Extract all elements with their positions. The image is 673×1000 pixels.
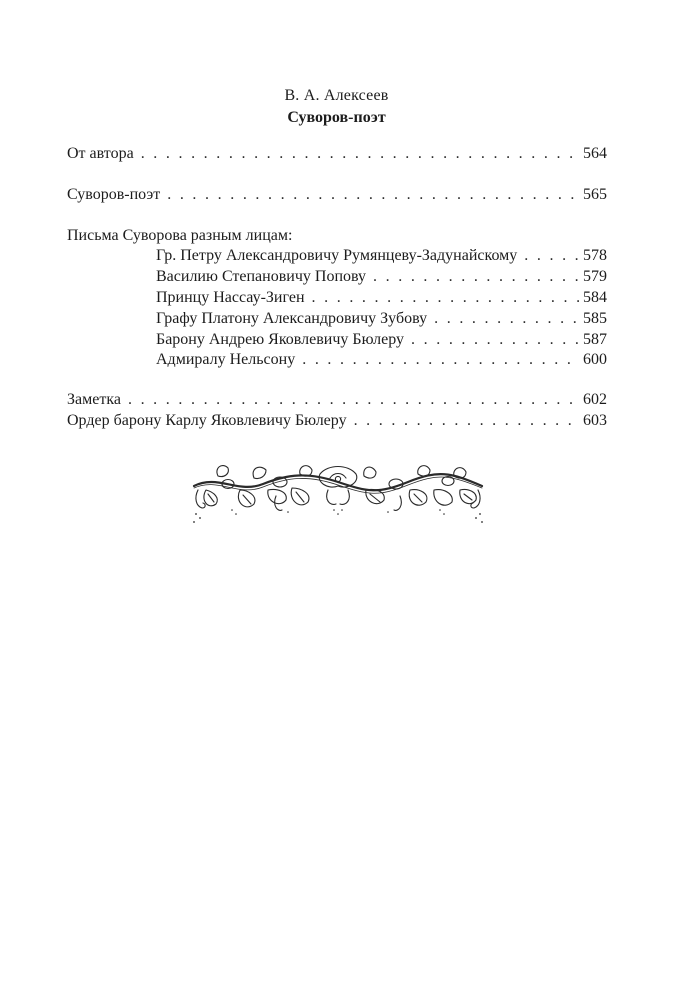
toc-entry-letter[interactable] [67, 330, 607, 351]
toc-page-number: 603 [583, 411, 607, 429]
toc-page-number: 579 [583, 268, 607, 286]
toc-entry-label: Барону Андрею Яковлевичу Бюлеру [156, 330, 405, 348]
toc-page-number: 602 [583, 391, 607, 409]
vine-ornament-icon [188, 460, 488, 528]
author-name: В. А. Алексеев [284, 87, 389, 104]
toc-entry-label: Ордер барону Карлу Яковлевичу Бюлеру [67, 411, 347, 429]
letters-heading: Письма Суворова разным лицам: [67, 226, 293, 244]
table-of-contents [67, 144, 607, 432]
section-header [0, 86, 673, 128]
toc-page-number: 584 [583, 288, 607, 306]
toc-entry-label: Принцу Нассау-Зиген [156, 288, 305, 306]
toc-page-number: 600 [583, 351, 607, 369]
toc-entry-letter[interactable] [67, 267, 607, 288]
toc-entry-label: Суворов-поэт [67, 185, 161, 203]
toc-entry-letter[interactable] [67, 350, 607, 371]
section-title: Суворов-поэт [287, 109, 386, 126]
toc-page-number: 564 [583, 145, 607, 162]
toc-entry-letter[interactable] [67, 246, 607, 267]
dot-leader [434, 309, 579, 330]
toc-page-number: 585 [583, 309, 607, 327]
dot-leader [373, 267, 579, 288]
dot-leader [128, 390, 579, 411]
toc-entry-suvorov-poet[interactable] [67, 185, 607, 206]
dot-leader [524, 246, 579, 267]
dot-leader [312, 288, 579, 309]
toc-page-number: 578 [583, 247, 607, 265]
toc-page-number: 565 [583, 185, 607, 203]
toc-entry-label: Заметка [67, 391, 121, 409]
toc-entry-label: Василию Степановичу Попову [156, 268, 367, 286]
toc-entry-label: Гр. Петру Александровичу Румянцеву-Задунайскому [156, 247, 518, 265]
toc-page-number: 587 [583, 330, 607, 348]
toc-entry-note[interactable] [67, 390, 607, 411]
dot-leader [354, 411, 579, 432]
toc-entry-label: Графу Платону Александровичу Зубову [156, 309, 428, 327]
dot-leader [141, 144, 579, 165]
toc-entry-label: Адмиралу Нельсону [156, 351, 296, 369]
toc-entry-letter[interactable] [67, 309, 607, 330]
dot-leader [302, 350, 579, 371]
dot-leader [411, 330, 579, 351]
toc-entry-order[interactable] [67, 411, 607, 432]
dot-leader [167, 185, 579, 206]
toc-entry-label: От автора [67, 145, 134, 162]
toc-entry-letter[interactable] [67, 288, 607, 309]
toc-entry-from-author[interactable] [67, 144, 607, 165]
